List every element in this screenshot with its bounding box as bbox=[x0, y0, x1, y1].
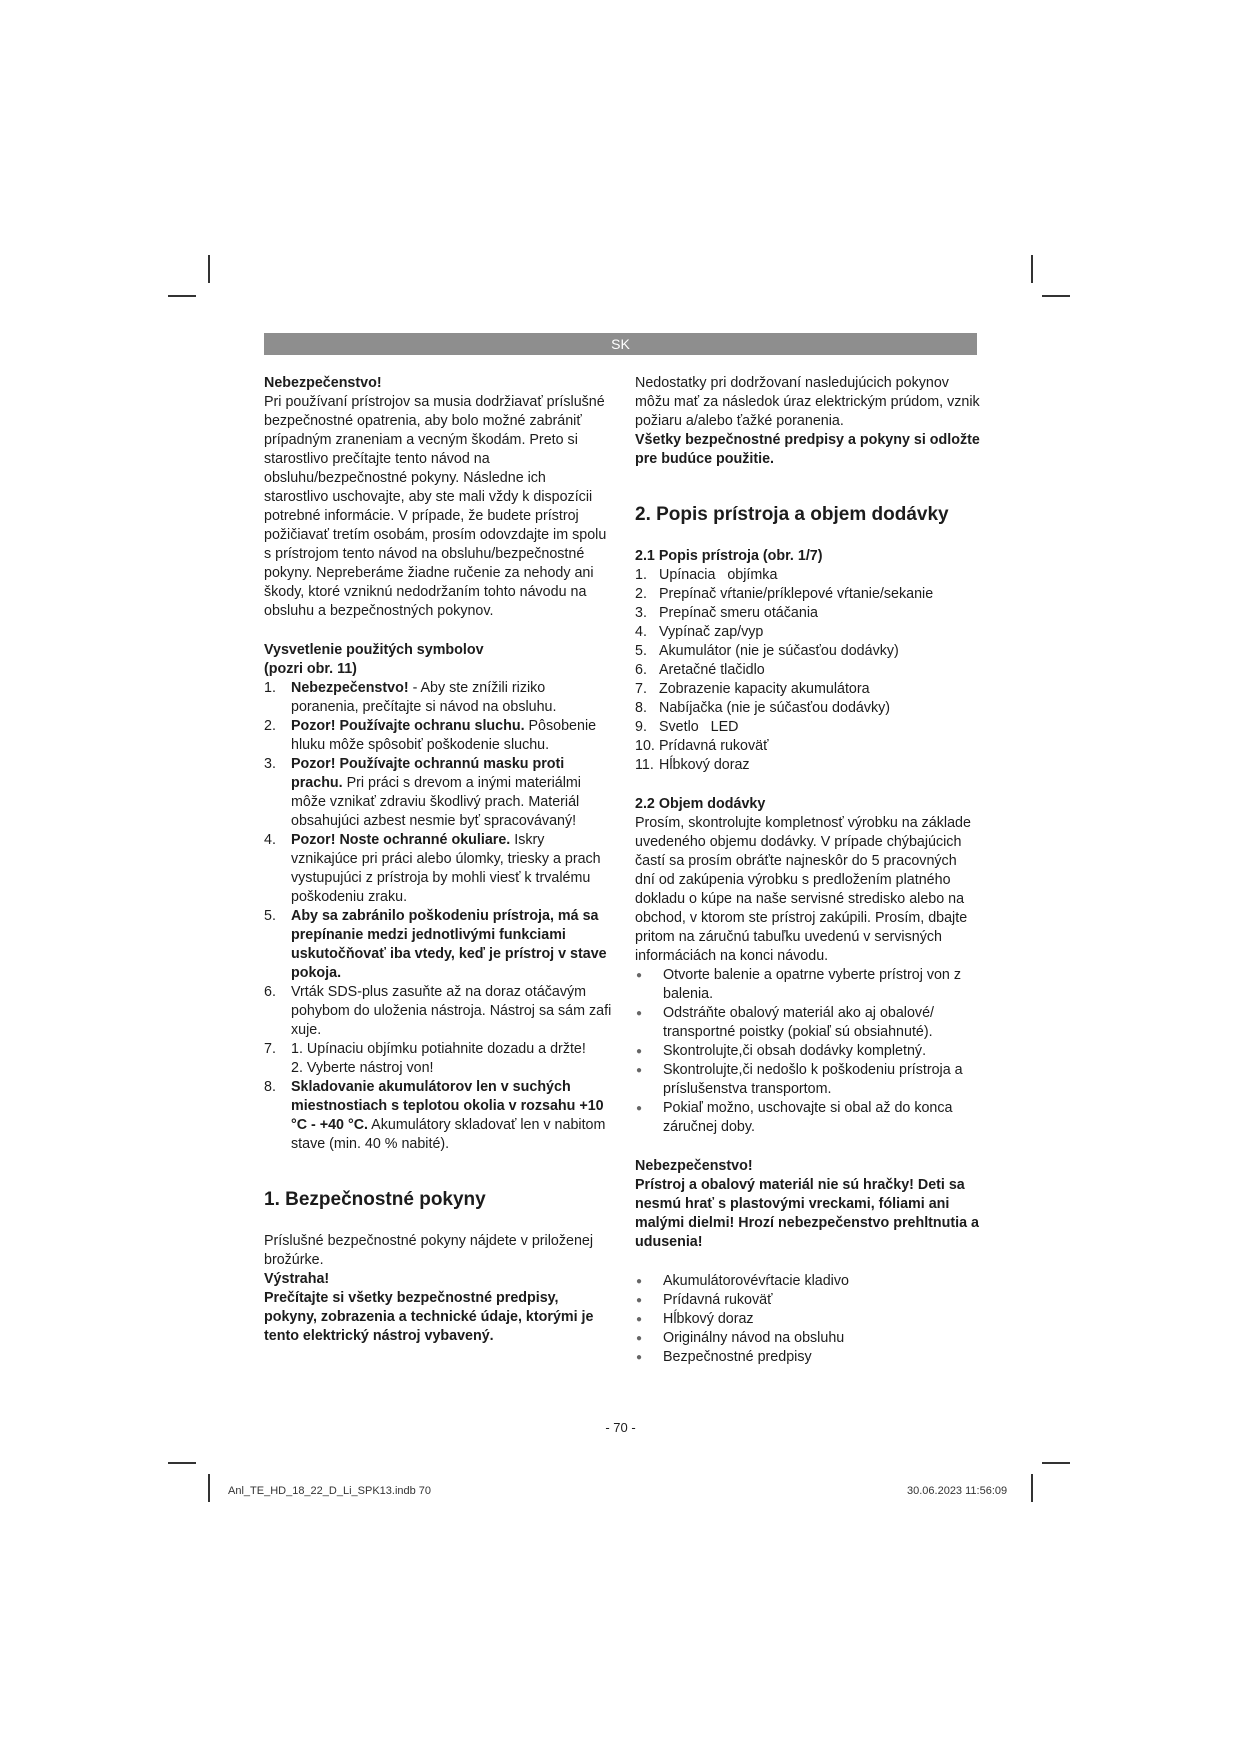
symbol-item bbox=[264, 907, 612, 983]
part-number: 8. bbox=[635, 700, 647, 716]
list-item: ● Hĺbkový doraz bbox=[635, 1310, 980, 1329]
symbol-bold-text: Pozor! Noste ochranné okuliare. bbox=[291, 832, 511, 848]
symbol-text: Akumulátory skladovať len v nabitom stave (min. 40 % nabité). bbox=[291, 1117, 606, 1152]
danger-paragraph: Pri používaní prístrojov sa musia dodržiavať príslušné bezpečnostné opatrenia, aby bolo možné zabrániť prípadným zraneniam a vecným škodám. Preto si starostlivo prečítajte tento návod na obsluhu/bezpečnostné pokyny. Následne ich starostlivo uschovajte, aby ste mali vždy k dispozícii potrebné informácie. V prípade, že budete prístroj požičiavať tretím osobám, prosím odovzdajte im spolu s prístrojom tento návod na obsluhu/bezpečnostné pokyny. Nepreberáme žiadne ručenie za nehody ani škody, ktoré vzniknú nedodržaním tohto návodu na obsluhu a bezpečnostných pokynov. bbox=[264, 394, 607, 619]
right-column bbox=[635, 374, 980, 1367]
crop-mark bbox=[1042, 295, 1070, 297]
crop-mark bbox=[1031, 1474, 1033, 1502]
list-item bbox=[635, 661, 980, 680]
symbol-number: 4. bbox=[264, 832, 276, 848]
symbol-text: Iskry vznikajúce pri práci alebo úlomky, triesky a prach vystupujúci z prístroja by mohli viesť k trvalému poškodeniu zraku. bbox=[291, 832, 601, 905]
crop-mark bbox=[1042, 1462, 1070, 1464]
symbol-item bbox=[264, 1078, 612, 1154]
list-item: ● Skontrolujte,či obsah dodávky kompletný. bbox=[635, 1042, 980, 1061]
part-number: 7. bbox=[635, 681, 647, 697]
symbol-text: 1. Upínaciu objímku potiahnite dozadu a držte! bbox=[291, 1041, 586, 1057]
symbol-item bbox=[264, 1040, 612, 1078]
part-number: 10. bbox=[635, 738, 655, 754]
subsection-2-1-heading: 2.1 Popis prístroja (obr. 1/7) bbox=[635, 548, 823, 564]
symbols-list bbox=[264, 679, 612, 1154]
symbol-number: 2. bbox=[264, 718, 276, 734]
part-number: 9. bbox=[635, 719, 647, 735]
symbol-text: Pri práci s drevom a inými materiálmi môže vznikať zdraviu škodlivý prach. Materiál obsahujúci azbest nesmie byť spracovávaný! bbox=[291, 775, 581, 829]
list-item: ● Pokiaľ možno, uschovajte si obal až do konca záručnej doby. bbox=[635, 1099, 980, 1137]
part-label: Hĺbkový doraz bbox=[659, 757, 750, 773]
symbol-item bbox=[264, 755, 612, 831]
danger-heading: Nebezpečenstvo! bbox=[264, 375, 382, 391]
symbol-number: 7. bbox=[264, 1041, 276, 1057]
section-1-text: Príslušné bezpečnostné pokyny nájdete v priloženej brožúrke. bbox=[264, 1233, 594, 1268]
part-label: Nabíjačka (nie je súčasťou dodávky) bbox=[659, 700, 891, 716]
list-item: ● Akumulátorovévŕtacie kladivo bbox=[635, 1272, 980, 1291]
section-2-heading: 2. Popis prístroja a objem dodávky bbox=[635, 504, 949, 525]
danger-heading-2: Nebezpečenstvo! bbox=[635, 1158, 753, 1174]
list-item bbox=[635, 585, 980, 604]
list-item bbox=[635, 680, 980, 699]
symbol-bold-text: Pozor! Používajte ochrannú masku proti prachu. bbox=[291, 756, 565, 791]
crop-mark bbox=[208, 1474, 210, 1502]
delivery-contents-list bbox=[635, 1272, 980, 1367]
list-item bbox=[635, 699, 980, 718]
part-label: Prepínač vŕtanie/príklepové vŕtanie/sekanie bbox=[659, 586, 934, 602]
symbol-item bbox=[264, 679, 612, 717]
part-number: 5. bbox=[635, 643, 647, 659]
crop-mark bbox=[208, 255, 210, 283]
part-number: 3. bbox=[635, 605, 647, 621]
list-item bbox=[635, 737, 980, 756]
footer-filename: Anl_TE_HD_18_22_D_Li_SPK13.indb 70 bbox=[228, 1485, 432, 1497]
subsection-2-2-heading: 2.2 Objem dodávky bbox=[635, 796, 766, 812]
intro-bold-paragraph: Všetky bezpečnostné predpisy a pokyny si odložte pre budúce použitie. bbox=[635, 432, 980, 467]
symbol-text: Vrták SDS-plus zasuňte až na doraz otáčavým pohybom do uloženia nástroja. Nástroj sa sám zafi xuje. bbox=[291, 984, 612, 1038]
symbol-bold-text: Nebezpečenstvo! bbox=[291, 680, 409, 696]
unpacking-list bbox=[635, 966, 980, 1137]
list-item: ● Odstráňte obalový materiál ako aj obalové/ transportné poistky (pokiaľ sú obsiahnuté). bbox=[635, 1004, 980, 1042]
intro-paragraph: Nedostatky pri dodržovaní nasledujúcich pokynov môžu mať za následok úraz elektrickým prúdom, vznik požiaru a/alebo ťažké poranenia. bbox=[635, 375, 980, 429]
symbol-item bbox=[264, 831, 612, 907]
symbol-bold-text: Skladovanie akumulátorov len v suchých miestnostiach s teplotou okolia v rozsahu +10 °C - +40 °C. bbox=[291, 1079, 604, 1133]
part-label: Vypínač zap/vyp bbox=[659, 624, 764, 640]
list-item: ● Otvorte balenie a opatrne vyberte prístroj von z balenia. bbox=[635, 966, 980, 1004]
left-column bbox=[264, 374, 612, 1346]
part-label: Aretačné tlačidlo bbox=[659, 662, 765, 678]
section-1-heading: 1. Bezpečnostné pokyny bbox=[264, 1189, 486, 1210]
danger-paragraph-2: Prístroj a obalový materiál nie sú hračky! Deti sa nesmú hrať s plastovými vreckami, fóliami ani malými dielmi! Hrozí nebezpečenstvo prehltnutia a udusenia! bbox=[635, 1177, 979, 1250]
list-item bbox=[635, 623, 980, 642]
symbol-number: 1. bbox=[264, 680, 276, 696]
part-number: 2. bbox=[635, 586, 647, 602]
symbol-text: - Aby ste znížili riziko poranenia, prečítajte si návod na obsluhu. bbox=[291, 680, 557, 715]
list-item: ● Bezpečnostné predpisy bbox=[635, 1348, 980, 1367]
symbol-text-second: 2. Vyberte nástroj von! bbox=[291, 1060, 434, 1076]
symbols-heading-line1: Vysvetlenie použitých symbolov bbox=[264, 642, 484, 658]
list-item bbox=[635, 642, 980, 661]
part-number: 4. bbox=[635, 624, 647, 640]
symbol-bold-text: Pozor! Používajte ochranu sluchu. bbox=[291, 718, 525, 734]
symbol-number: 5. bbox=[264, 908, 276, 924]
warning-label: Výstraha! bbox=[264, 1271, 330, 1287]
symbol-bold-text: Aby sa zabránilo poškodeniu prístroja, má sa prepínanie medzi jednotlivými funkciami uskutočňovať iba vtedy, keď je prístroj v stave pokoja. bbox=[291, 908, 607, 981]
symbol-number: 8. bbox=[264, 1079, 276, 1095]
crop-mark bbox=[168, 1462, 196, 1464]
symbol-number: 6. bbox=[264, 984, 276, 1000]
crop-mark bbox=[168, 295, 196, 297]
list-item: ● Prídavná rukoväť bbox=[635, 1291, 980, 1310]
symbol-number: 3. bbox=[264, 756, 276, 772]
language-header-bar bbox=[264, 333, 977, 355]
list-item bbox=[635, 756, 980, 775]
footer-datetime: 30.06.2023 11:56:09 bbox=[907, 1485, 1008, 1497]
list-item bbox=[635, 604, 980, 623]
part-label: Zobrazenie kapacity akumulátora bbox=[659, 681, 870, 697]
part-label: Prídavná rukoväť bbox=[659, 738, 769, 754]
page-number: - 70 - bbox=[605, 1420, 636, 1435]
symbol-item bbox=[264, 717, 612, 755]
symbols-heading-line2: (pozri obr. 11) bbox=[264, 661, 357, 677]
warning-text: Prečítajte si všetky bezpečnostné predpisy, pokyny, zobrazenia a technické údaje, ktorými je tento elektrický nástroj vybavený. bbox=[264, 1290, 594, 1344]
list-item: ● Originálny návod na obsluhu bbox=[635, 1329, 980, 1348]
delivery-paragraph: Prosím, skontrolujte kompletnosť výrobku na základe uvedeného objemu dodávky. V prípade chýbajúcich častí sa prosím obráťte najneskôr do 5 pracovných dní od zakúpenia výrobku s predložením platného dokladu o kúpe na naše servisné stredisko alebo na obchod, v ktorom ste prístroj zakúpili. Prosím, dbajte pritom na záručnú tabuľku uvedenú v servisných informáciách na konci návodu. bbox=[635, 815, 971, 964]
part-label: Upínacia objímka bbox=[659, 567, 778, 583]
symbol-item bbox=[264, 983, 612, 1040]
part-number: 6. bbox=[635, 662, 647, 678]
list-item bbox=[635, 718, 980, 737]
parts-list bbox=[635, 566, 980, 775]
part-number: 11. bbox=[635, 757, 654, 773]
crop-mark bbox=[1031, 255, 1033, 283]
language-code: SK bbox=[611, 336, 630, 352]
part-number: 1. bbox=[635, 567, 647, 583]
part-label: Akumulátor (nie je súčasťou dodávky) bbox=[659, 643, 899, 659]
part-label: Prepínač smeru otáčania bbox=[659, 605, 818, 621]
list-item bbox=[635, 566, 980, 585]
symbol-text: Pôsobenie hluku môže spôsobiť poškodenie sluchu. bbox=[291, 718, 597, 753]
list-item: ● Skontrolujte,či nedošlo k poškodeniu prístroja a príslušenstva transportom. bbox=[635, 1061, 980, 1099]
part-label: Svetlo LED bbox=[659, 719, 739, 735]
